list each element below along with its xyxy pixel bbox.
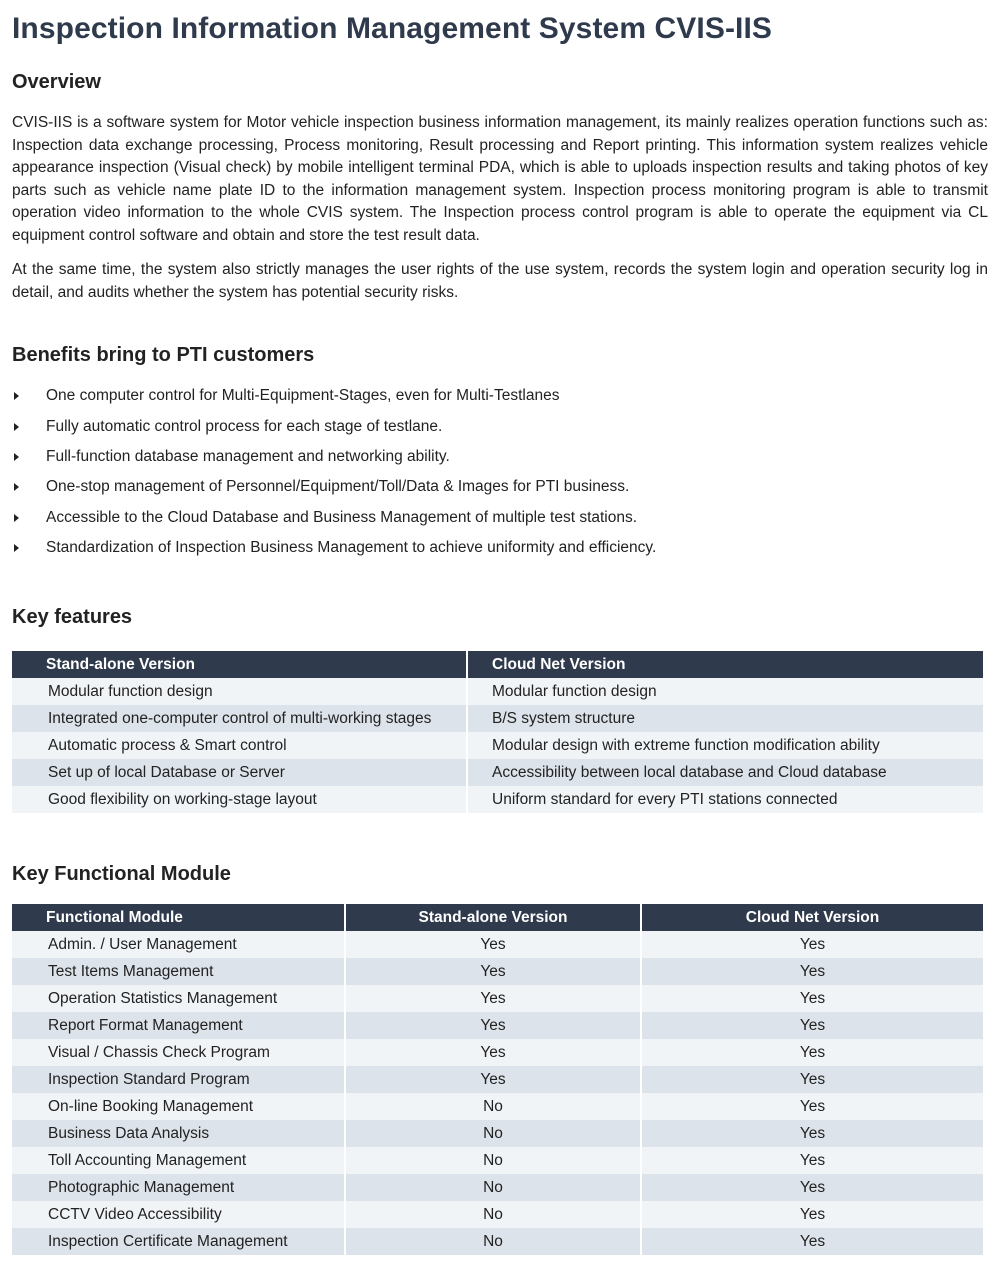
table-header-row: [12, 651, 983, 678]
table-cell: Yes: [345, 1012, 641, 1039]
functional-module-heading: Key Functional Module: [12, 863, 231, 885]
table-cell: Visual / Chassis Check Program: [12, 1039, 345, 1066]
overview-paragraph: CVIS-IIS is a software system for Motor vehicle inspection business information management, its mainly realizes operation functions such as: Inspection data exchange processing, Process monitoring, Result processing and Report printing. This information system realizes vehicle appearance inspection (Visual check) by mobile intelligent terminal PDA, which is able to uploads inspection results and taking photos of key parts such as vehicle name plate ID to the information management system. Inspection process monitoring program is able to transmit operation video information to the whole CVIS system. The Inspection process control program is able to operate the equipment via CL equipment control software and obtain and store the test result data.: [12, 114, 988, 244]
table-row: [12, 786, 983, 813]
functional-module-table: [12, 904, 983, 1255]
table-cell: Yes: [641, 1174, 983, 1201]
bullet-triangle-icon: [14, 514, 19, 522]
table-cell: Business Data Analysis: [12, 1120, 345, 1147]
table-row: [12, 705, 983, 732]
table-cell: Modular function design: [12, 678, 467, 705]
table-row: [12, 1120, 983, 1147]
column-header: Functional Module: [12, 904, 345, 931]
list-item: [12, 472, 972, 502]
benefit-text: Standardization of Inspection Business Management to achieve uniformity and efficiency.: [46, 539, 657, 557]
table-cell: Admin. / User Management: [12, 931, 345, 958]
column-header: Stand-alone Version: [12, 651, 467, 678]
table-row: [12, 931, 983, 958]
table-cell: B/S system structure: [467, 705, 983, 732]
table-cell: Uniform standard for every PTI stations connected: [467, 786, 983, 813]
overview-paragraph: At the same time, the system also strictly manages the user rights of the use system, records the system login and operation security log in detail, and audits whether the system has potential security risks.: [12, 261, 988, 301]
table-row: [12, 1201, 983, 1228]
table-cell: Yes: [641, 1147, 983, 1174]
page-title: Inspection Information Management System CVIS-IIS: [12, 12, 773, 45]
table-cell: Good flexibility on working-stage layout: [12, 786, 467, 813]
list-item: [12, 381, 972, 411]
key-features-heading: Key features: [12, 606, 133, 628]
table-cell: Test Items Management: [12, 958, 345, 985]
table-cell: On-line Booking Management: [12, 1093, 345, 1120]
list-item: [12, 503, 972, 533]
table-row: [12, 759, 983, 786]
table-cell: Yes: [641, 1066, 983, 1093]
table-cell: Toll Accounting Management: [12, 1147, 345, 1174]
table-cell: Yes: [641, 1093, 983, 1120]
column-header: Cloud Net Version: [641, 904, 983, 931]
table-cell: Modular design with extreme function modification ability: [467, 732, 983, 759]
table-cell: Photographic Management: [12, 1174, 345, 1201]
table-cell: No: [345, 1120, 641, 1147]
table-cell: Yes: [641, 1012, 983, 1039]
column-header: Cloud Net Version: [467, 651, 983, 678]
table-row: [12, 1093, 983, 1120]
table-row: [12, 678, 983, 705]
bullet-triangle-icon: [14, 392, 19, 400]
table-cell: No: [345, 1093, 641, 1120]
table-cell: Automatic process & Smart control: [12, 732, 467, 759]
table-cell: Yes: [641, 931, 983, 958]
table-cell: Accessibility between local database and Cloud database: [467, 759, 983, 786]
table-row: [12, 958, 983, 985]
table-cell: Modular function design: [467, 678, 983, 705]
benefit-text: One computer control for Multi-Equipment-Stages, even for Multi-Testlanes: [46, 387, 560, 405]
list-item: [12, 411, 972, 441]
benefits-list: [12, 381, 972, 563]
benefit-text: One-stop management of Personnel/Equipment/Toll/Data & Images for PTI business.: [46, 478, 630, 496]
table-cell: Yes: [345, 1066, 641, 1093]
table-cell: Inspection Standard Program: [12, 1066, 345, 1093]
table-cell: Yes: [641, 1120, 983, 1147]
table-cell: No: [345, 1201, 641, 1228]
table-cell: Set up of local Database or Server: [12, 759, 467, 786]
table-cell: Yes: [641, 985, 983, 1012]
table-cell: Yes: [641, 958, 983, 985]
table-cell: No: [345, 1147, 641, 1174]
benefit-text: Fully automatic control process for each stage of testlane.: [46, 417, 443, 435]
table-cell: No: [345, 1174, 641, 1201]
table-cell: Yes: [641, 1228, 983, 1255]
table-cell: Yes: [345, 1039, 641, 1066]
table-cell: Yes: [345, 931, 641, 958]
table-cell: No: [345, 1228, 641, 1255]
table-cell: Inspection Certificate Management: [12, 1228, 345, 1255]
bullet-triangle-icon: [14, 544, 19, 552]
table-cell: Integrated one-computer control of multi-working stages: [12, 705, 467, 732]
bullet-triangle-icon: [14, 483, 19, 491]
table-row: [12, 1174, 983, 1201]
bullet-triangle-icon: [14, 453, 19, 461]
table-row: [12, 1039, 983, 1066]
table-row: [12, 1012, 983, 1039]
table-row: [12, 1066, 983, 1093]
column-header: Stand-alone Version: [345, 904, 641, 931]
benefit-text: Full-function database management and networking ability.: [46, 447, 450, 465]
table-row: [12, 732, 983, 759]
table-cell: Report Format Management: [12, 1012, 345, 1039]
bullet-triangle-icon: [14, 423, 19, 431]
table-row: [12, 985, 983, 1012]
table-cell: Yes: [641, 1201, 983, 1228]
table-row: [12, 1228, 983, 1255]
list-item: [12, 533, 972, 563]
benefits-heading: Benefits bring to PTI customers: [12, 344, 315, 366]
overview-heading: Overview: [12, 71, 101, 93]
table-cell: Operation Statistics Management: [12, 985, 345, 1012]
table-cell: Yes: [641, 1039, 983, 1066]
table-cell: Yes: [345, 985, 641, 1012]
table-header-row: [12, 904, 983, 931]
key-features-table: [12, 651, 983, 813]
table-row: [12, 1147, 983, 1174]
table-cell: Yes: [345, 958, 641, 985]
table-cell: CCTV Video Accessibility: [12, 1201, 345, 1228]
list-item: [12, 442, 972, 472]
benefit-text: Accessible to the Cloud Database and Business Management of multiple test stations.: [46, 508, 638, 526]
